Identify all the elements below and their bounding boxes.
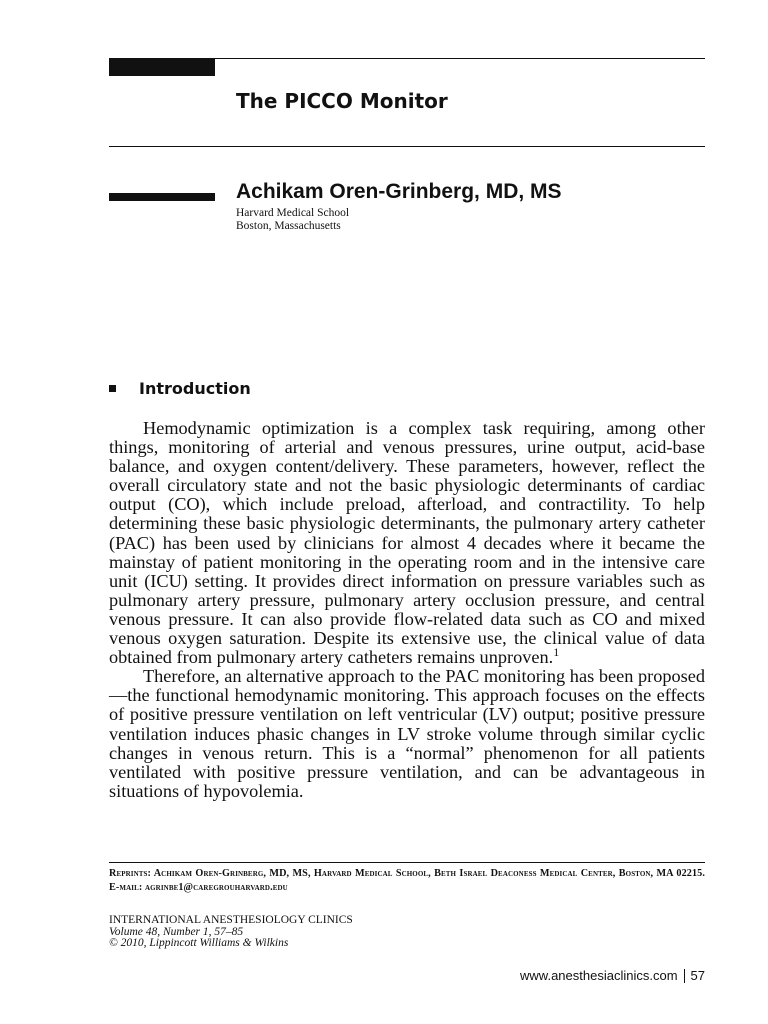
header-rule bbox=[215, 58, 705, 59]
page-number: 57 bbox=[690, 968, 705, 983]
reprints-footnote: Reprints: Achikam Oren-Grinberg, MD, MS, Harvard Medical School, Beth Israel Deaconess Medical Center, Boston, MA 02215. E-mail: agrinbe1@caregrouharvard.edu bbox=[109, 868, 705, 893]
section-heading-text: Introduction bbox=[139, 379, 251, 398]
journal-info bbox=[109, 915, 353, 950]
section-bullet-icon bbox=[109, 385, 116, 392]
author-bar-block bbox=[109, 193, 215, 201]
section-heading bbox=[109, 379, 251, 398]
title-rule bbox=[109, 146, 705, 147]
paragraph-text: Therefore, an alternative approach to the PAC monitoring has been proposed—the functional hemodynamic monitoring. This approach focuses on the effects of positive pressure ventilation on left ventricular (LV) output; positive pressure ventilation induces phasic changes in LV stroke volume through similar cyclic changes in venous return. This is a “normal” phenomenon for all patients ventilated with positive pressure ventilation, and can be advantageous in situations of hypovolemia. bbox=[109, 666, 705, 801]
footnote-rule bbox=[109, 862, 705, 863]
article-body bbox=[109, 419, 705, 801]
journal-name: INTERNATIONAL ANESTHESIOLOGY CLINICS bbox=[109, 914, 353, 926]
body-paragraph bbox=[109, 419, 705, 667]
journal-url-link[interactable]: www.anesthesiaclinics.com bbox=[520, 968, 678, 983]
paragraph-text: Hemodynamic optimization is a complex task requiring, among other things, monitoring of arterial and venous pressures, urine output, acid-base balance, and oxygen content/delivery. These parameters, however, reflect the overall circulatory state and not the basic physiologic determinants of cardiac output (CO), which include preload, afterload, and contractility. To help determining these basic physiologic determinants, the pulmonary artery catheter (PAC) has been used by clinicians for almost 4 decades where it became the mainstay of patient monitoring in the operating room and in the intensive care unit (ICU) setting. It provides direct information on pressure variables such as pulmonary artery pressure, pulmonary artery occlusion pressure, and central venous pressure. It can also provide flow-related data such as CO and mixed venous oxygen saturation. Despite its extensive use, the clinical value of data obtained from pulmonary artery catheters remains unproven. bbox=[109, 418, 705, 668]
author-name: Achikam Oren-Grinberg, MD, MS bbox=[236, 180, 562, 203]
page-footer bbox=[520, 968, 705, 983]
affiliation-location: Boston, Massachusetts bbox=[236, 220, 341, 232]
journal-volume: Volume 48, Number 1, 57–85 bbox=[109, 925, 244, 938]
affiliation-institution: Harvard Medical School bbox=[236, 207, 350, 219]
header-bar-block bbox=[109, 58, 215, 76]
author-affiliation bbox=[236, 207, 349, 233]
body-paragraph bbox=[109, 667, 705, 801]
reference-marker[interactable]: 1 bbox=[553, 645, 560, 660]
article-title: The PICCO Monitor bbox=[236, 89, 448, 113]
footer-separator bbox=[684, 969, 685, 983]
journal-copyright: © 2010, Lippincott Williams & Wilkins bbox=[109, 937, 289, 949]
